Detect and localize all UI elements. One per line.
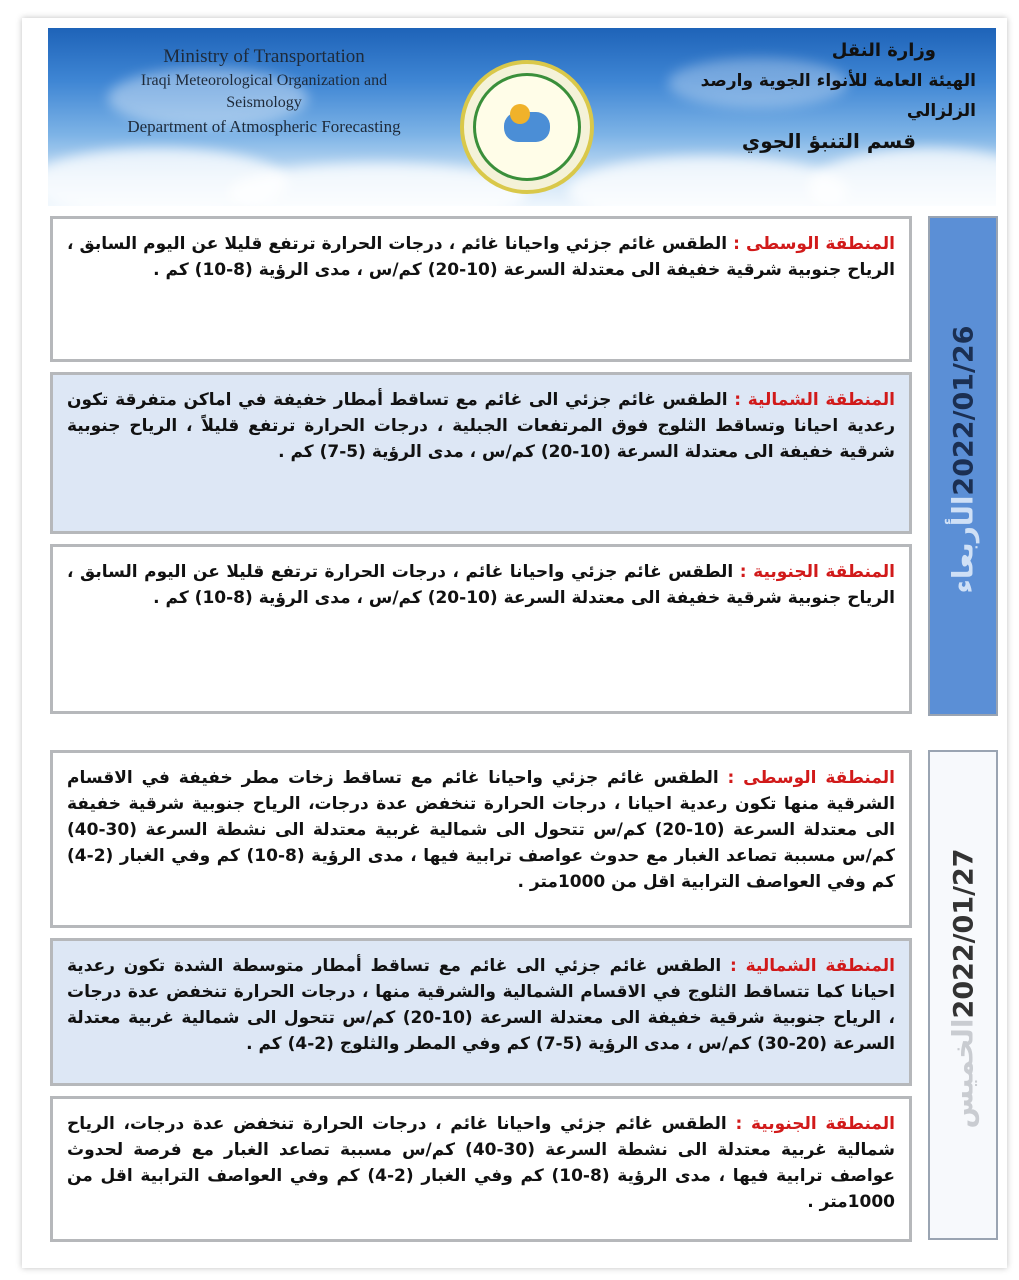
- region-forecast: الطقس غائم جزئي واحيانا غائم ، درجات الحرارة تنخفض عدة درجات، الرياح شمالية غربية معتدلة الى نشطة السرعة (30-40) كم/س مسببة تصاعد الغبار مع فرصة لحدوث عواصف ترابية فيها ، مدى الرؤية (8-10) كم وفي الغبار (2-4) كم وفي العواصف الترابية اقل من 1000متر .: [67, 1114, 896, 1212]
- english-org-heading: [104, 44, 424, 140]
- organization-logo: [460, 60, 594, 194]
- region-forecast: الطقس غائم جزئي الى غائم مع تساقط أمطار متوسطة الشدة تكون رعدية احيانا كما تتساقط الثلوج في الاقسام الشمالية والشرقية منها ، درجات الحرارة تنخفض عدة درجات ، الرياح جنوبية شرقية خفيفة الى معتدلة السرعة (10-20) كم/س تتحول الى شمالية غربية معتدلة السرعة (20-30) كم/س ، مدى الرؤية (5-7) كم وفي المطر والثلوج (2-4) كم .: [67, 956, 895, 1054]
- region-south: [50, 544, 912, 714]
- region-forecast: الطقس غائم جزئي واحيانا غائم مع تساقط زخات مطر خفيفة في الاقسام الشرقية منها تكون رعدية احيانا ، درجات الحرارة تنخفض عدة درجات، الرياح جنوبية شرقية خفيفة الى معتدلة السرعة (10-20) كم/س تتحول الى شمالية غربية معتدلة الى نشطة السرعة (30-40) كم/س مسببة تصاعد الغبار مع حدوث عواصف ترابية فيها ، مدى الرؤية (8-10) كم وفي الغبار (2-4) كم وفي العواصف الترابية اقل من 1000متر .: [67, 768, 896, 892]
- cloud-sun-icon: [504, 112, 550, 142]
- organization-name: Iraqi Meteorological Organization and Seismology: [140, 72, 388, 111]
- forecast-day-1: [50, 216, 998, 716]
- region-name: المنطقة الجنوبية :: [735, 1114, 896, 1134]
- region-forecast: الطقس غائم جزئي واحيانا غائم ، درجات الحرارة ترتفع قليلا عن اليوم السابق ، الرياح جنوبية شرقية خفيفة الى معتدلة السرعة (10-20) كم/س ، مدى الرؤية (8-10) كم .: [67, 562, 895, 608]
- region-central: [50, 216, 912, 362]
- region-name: المنطقة الوسطى :: [733, 234, 895, 254]
- header-banner: [48, 28, 996, 206]
- date-column: [928, 216, 998, 716]
- forecast-date: 2022/01/26: [948, 325, 980, 496]
- region-forecast: الطقس غائم جزئي واحيانا غائم ، درجات الحرارة ترتفع قليلا عن اليوم السابق ، الرياح جنوبية شرقية خفيفة الى معتدلة السرعة (10-20) كم/س ، مدى الرؤية (8-10) كم .: [67, 234, 895, 280]
- ministry-name-ar: وزارة النقل: [831, 40, 936, 61]
- date-column: [928, 750, 998, 1240]
- region-forecast: الطقس غائم جزئي الى غائم مع تساقط أمطار خفيفة في اماكن متفرقة تكون رعدية احيانا وتساقط الثلوج فوق المرتفعات الجبلية ، درجات الحرارة ترتفع قليلاً ، الرياح جنوبية شرقية خفيفة الى معتدلة السرعة (10-20) كم/س ، مدى الرؤية (5-7) كم .: [67, 390, 895, 462]
- department-name: Department of Atmospheric Forecasting: [127, 117, 401, 136]
- department-name-ar: قسم التنبؤ الجوي: [741, 129, 916, 153]
- region-north: [50, 938, 912, 1086]
- organization-name-ar: الهيئة العامة للأنواء الجوية وارصد الزلزالي: [700, 71, 976, 121]
- forecast-day-2: [50, 750, 998, 1240]
- forecast-date: 2022/01/27: [948, 847, 980, 1018]
- ministry-name: Ministry of Transportation: [163, 46, 365, 67]
- region-south: [50, 1096, 912, 1242]
- weekday-label: الخميس: [946, 1017, 980, 1129]
- arabic-org-heading: [676, 36, 976, 156]
- region-name: المنطقة الشمالية :: [734, 390, 896, 410]
- weekday-label: الأربعاء: [946, 495, 980, 593]
- region-name: المنطقة الشمالية :: [730, 956, 895, 976]
- region-north: [50, 372, 912, 534]
- region-name: المنطقة الجنوبية :: [739, 562, 896, 582]
- region-name: المنطقة الوسطى :: [727, 768, 895, 788]
- region-central: [50, 750, 912, 928]
